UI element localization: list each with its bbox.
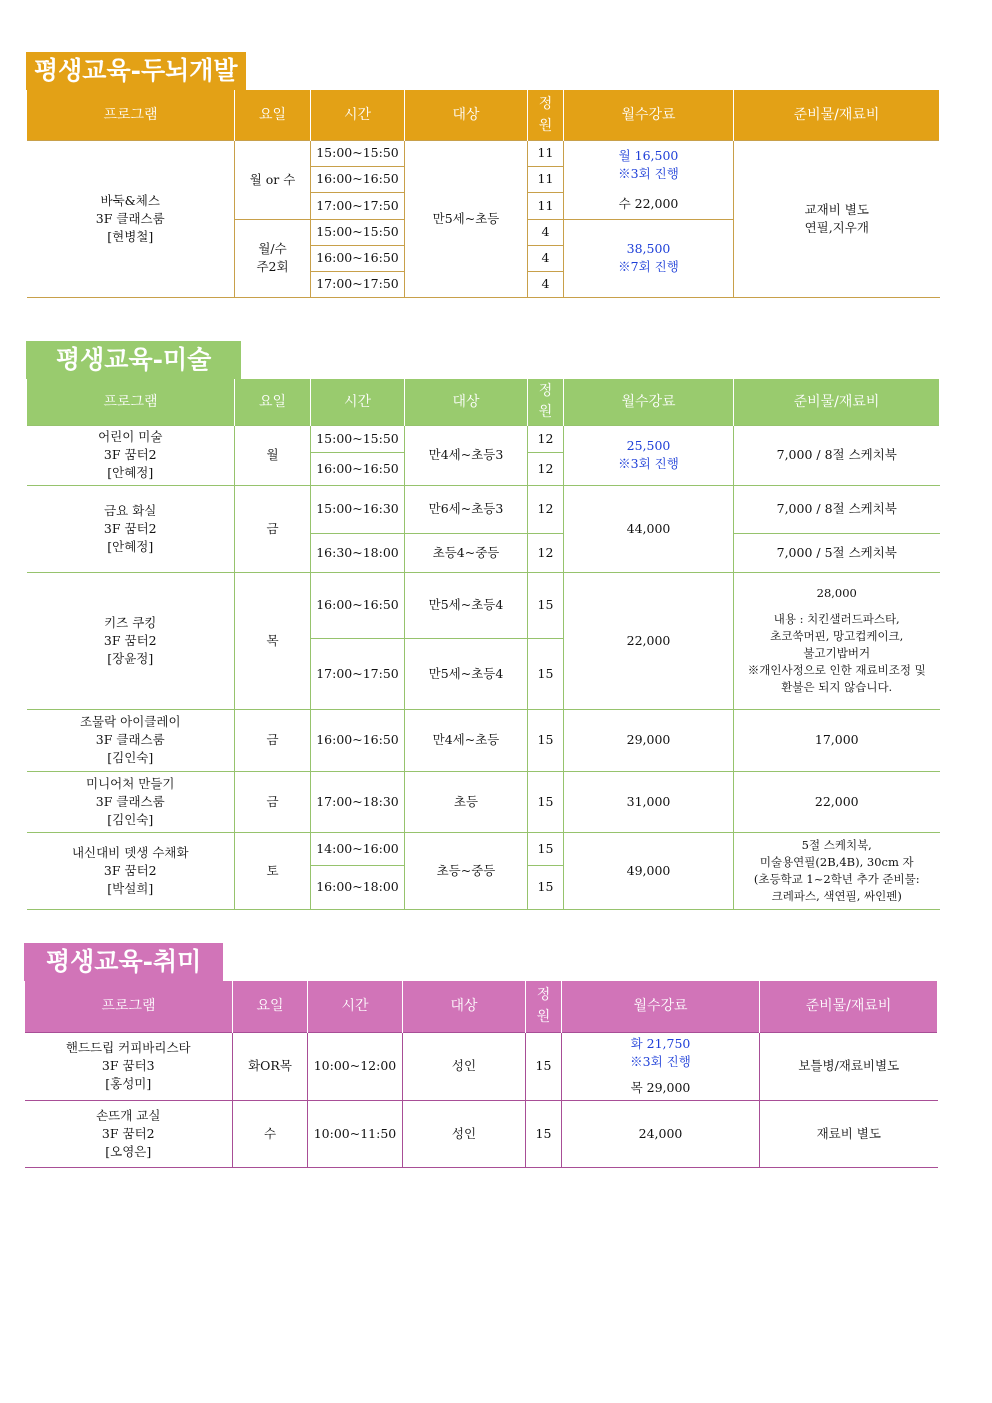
program-teacher: [안혜정] <box>107 465 154 480</box>
time-cell: 16:00~16:50 <box>311 166 405 192</box>
material-line: 미술용연필(2B,4B), 30cm 자 <box>759 854 914 869</box>
hobby-table <box>24 981 938 1168</box>
table-row <box>27 709 940 771</box>
time-cell: 17:00~17:50 <box>311 192 405 219</box>
fee-cell <box>564 140 734 219</box>
cap-cell: 15 <box>528 865 564 909</box>
material-cell: 7,000 / 8절 스케치북 <box>734 425 940 485</box>
material-cell <box>734 832 940 909</box>
section-hobby <box>24 943 938 1168</box>
section-title-art: 평생교육-미술 <box>26 341 241 379</box>
fee-note: ※3회 진행 <box>630 1054 691 1069</box>
program-name: 손뜨개 교실 <box>96 1107 161 1123</box>
col-target: 대상 <box>405 90 528 140</box>
col-day: 요일 <box>233 981 308 1032</box>
target-cell: 만5세~초등4 <box>405 638 528 709</box>
cap-cell: 11 <box>528 166 564 192</box>
fee-cell: 29,000 <box>564 709 734 771</box>
day-cell: 월 <box>235 425 311 485</box>
material-cell: 보틀병/재료비별도 <box>760 1032 938 1100</box>
col-capacity: 정 원 <box>526 981 562 1032</box>
section-brain <box>26 52 940 298</box>
fee-note: ※3회 진행 <box>618 456 679 471</box>
art-table <box>26 379 940 910</box>
fee-cell: 22,000 <box>564 572 734 709</box>
cap-cell: 11 <box>528 140 564 166</box>
fee-line: 38,500 <box>626 241 671 256</box>
day-cell: 금 <box>235 709 311 771</box>
program-room: 3F 클래스룸 <box>95 210 165 226</box>
cap-cell: 12 <box>528 533 564 572</box>
fee-cell <box>562 1032 760 1100</box>
program-teacher: [오영은] <box>105 1143 152 1159</box>
target-cell: 만5세~초등 <box>405 140 528 297</box>
material-cell: 7,000 / 8절 스케치북 <box>734 485 940 533</box>
col-target: 대상 <box>405 379 528 425</box>
material-cell <box>734 140 940 297</box>
fee-cell: 31,000 <box>564 771 734 832</box>
cap-cell: 15 <box>526 1032 562 1100</box>
time-cell: 10:00~12:00 <box>308 1032 403 1100</box>
fee-line: 수 22,000 <box>618 195 679 211</box>
program-cell <box>27 832 235 909</box>
cap-cell: 4 <box>528 271 564 297</box>
table-row <box>25 1032 938 1100</box>
section-title-hobby: 평생교육-취미 <box>24 943 223 981</box>
day-cell: 금 <box>235 771 311 832</box>
program-room: 3F 꿈터2 <box>101 1125 155 1141</box>
cap-cell: 15 <box>526 1100 562 1167</box>
program-teacher: [박설희] <box>107 880 154 896</box>
day-cell: 목 <box>235 572 311 709</box>
time-cell: 17:00~17:50 <box>311 638 405 709</box>
program-name: 어린이 미술 <box>98 429 163 444</box>
time-cell: 16:00~16:50 <box>311 245 405 271</box>
col-day: 요일 <box>235 90 311 140</box>
table-row <box>27 425 940 452</box>
time-cell: 15:00~16:30 <box>311 485 405 533</box>
header-row <box>27 90 940 140</box>
col-material: 준비물/재료비 <box>734 379 940 425</box>
target-cell: 만6세~초등3 <box>405 485 528 533</box>
material-cell: 22,000 <box>734 771 940 832</box>
fee-note: ※7회 진행 <box>618 259 679 274</box>
fee-cell <box>564 425 734 485</box>
col-time: 시간 <box>311 90 405 140</box>
program-name: 바둑&체스 <box>100 192 160 208</box>
section-title-brain: 평생교육-두뇌개발 <box>26 52 246 90</box>
material-line: (초등학교 1~2학년 추가 준비물: <box>753 871 920 886</box>
time-cell: 14:00~16:00 <box>311 832 405 865</box>
program-room: 3F 클래스룸 <box>95 793 165 809</box>
material-line: 환불은 되지 않습니다. <box>781 680 893 694</box>
time-cell: 17:00~17:50 <box>311 271 405 297</box>
time-cell: 15:00~15:50 <box>311 219 405 245</box>
section-art <box>26 341 940 910</box>
table-row <box>27 771 940 832</box>
fee-cell <box>564 219 734 297</box>
program-teacher: [홍성미] <box>105 1076 152 1091</box>
col-fee: 월수강료 <box>562 981 760 1032</box>
header-row <box>27 379 940 425</box>
program-cell <box>27 425 235 485</box>
time-cell: 17:00~18:30 <box>311 771 405 832</box>
fee-line: 25,500 <box>626 438 671 453</box>
table-row <box>27 832 940 865</box>
target-cell: 만4세~초등 <box>405 709 528 771</box>
program-teacher: [김인숙] <box>107 750 154 765</box>
time-cell: 10:00~11:50 <box>308 1100 403 1167</box>
col-capacity: 정 원 <box>528 90 564 140</box>
col-material: 준비물/재료비 <box>734 90 940 140</box>
fee-cell: 24,000 <box>562 1100 760 1167</box>
program-name: 미니어처 만들기 <box>86 775 175 791</box>
program-teacher: [현병철] <box>107 228 154 244</box>
cap-cell: 12 <box>528 425 564 452</box>
material-line: ※개인사정으로 인한 재료비조정 및 <box>747 663 926 677</box>
material-line: 크레파스, 색연필, 싸인펜) <box>771 888 902 903</box>
time-cell: 16:00~16:50 <box>311 709 405 771</box>
program-name: 핸드드립 커피바리스타 <box>65 1040 191 1055</box>
cap-cell: 11 <box>528 192 564 219</box>
program-name: 내신대비 뎃생 수채화 <box>71 844 189 860</box>
program-name: 키즈 쿠킹 <box>104 614 157 630</box>
table-row <box>27 140 940 166</box>
col-time: 시간 <box>311 379 405 425</box>
target-cell: 만5세~초등4 <box>405 572 528 638</box>
program-name: 조물락 아이클레이 <box>79 714 181 729</box>
program-cell <box>27 771 235 832</box>
program-name: 금요 화실 <box>104 502 157 518</box>
target-cell: 초등4~중등 <box>405 533 528 572</box>
target-cell: 성인 <box>403 1032 526 1100</box>
col-program: 프로그램 <box>25 981 233 1032</box>
program-cell <box>27 572 235 709</box>
program-room: 3F 클래스룸 <box>95 732 165 747</box>
program-cell <box>27 709 235 771</box>
cap-cell: 15 <box>528 771 564 832</box>
cap-cell: 4 <box>528 219 564 245</box>
material-cell <box>734 572 940 709</box>
day-cell: 금 <box>235 485 311 572</box>
table-row <box>27 485 940 533</box>
program-cell <box>27 140 235 297</box>
program-room: 3F 꿈터2 <box>103 520 157 536</box>
day-cell: 월 or 수 <box>235 140 311 219</box>
material-line: 연필,지우개 <box>804 219 869 235</box>
time-cell: 15:00~15:50 <box>311 140 405 166</box>
material-line: 불고기밥버거 <box>803 646 871 660</box>
program-room: 3F 꿈터3 <box>101 1058 155 1073</box>
time-cell: 15:00~15:50 <box>311 425 405 452</box>
col-fee: 월수강료 <box>564 90 734 140</box>
cap-cell: 15 <box>528 572 564 638</box>
target-cell: 초등~중등 <box>405 832 528 909</box>
brain-table <box>26 90 940 298</box>
fee-cell: 44,000 <box>564 485 734 572</box>
col-capacity: 정 원 <box>528 379 564 425</box>
col-fee: 월수강료 <box>564 379 734 425</box>
cap-cell: 4 <box>528 245 564 271</box>
cap-cell: 12 <box>528 485 564 533</box>
material-line: 초코쑥머핀, 망고컵케이크, <box>770 629 904 643</box>
day-cell: 수 <box>233 1100 308 1167</box>
header-row <box>25 981 938 1032</box>
col-program: 프로그램 <box>27 379 235 425</box>
day-cell: 토 <box>235 832 311 909</box>
fee-cell: 49,000 <box>564 832 734 909</box>
target-cell: 성인 <box>403 1100 526 1167</box>
fee-note: ※3회 진행 <box>618 165 679 181</box>
day-line: 월/수 <box>258 241 287 256</box>
program-cell <box>25 1032 233 1100</box>
program-teacher: [안혜정] <box>107 538 154 554</box>
cap-cell: 15 <box>528 832 564 865</box>
table-row <box>25 1100 938 1167</box>
day-line: 주2회 <box>256 259 289 274</box>
material-line: 내용 : 치킨샐러드파스타, <box>773 612 900 626</box>
time-cell: 16:00~16:50 <box>311 572 405 638</box>
program-teacher: [김인숙] <box>107 811 154 827</box>
material-cell: 7,000 / 5절 스케치북 <box>734 533 940 572</box>
col-target: 대상 <box>403 981 526 1032</box>
cap-cell: 15 <box>528 638 564 709</box>
program-room: 3F 꿈터2 <box>103 447 157 462</box>
table-row <box>27 572 940 638</box>
target-cell: 초등 <box>405 771 528 832</box>
time-cell: 16:00~16:50 <box>311 452 405 485</box>
material-cell: 재료비 별도 <box>760 1100 938 1167</box>
target-cell: 만4세~초등3 <box>405 425 528 485</box>
fee-line: 월 16,500 <box>618 147 679 163</box>
material-line: 교재비 별도 <box>804 201 869 217</box>
program-cell <box>27 485 235 572</box>
col-time: 시간 <box>308 981 403 1032</box>
cap-cell: 15 <box>528 709 564 771</box>
time-cell: 16:00~18:00 <box>311 865 405 909</box>
material-line: 28,000 <box>816 586 857 600</box>
day-cell <box>235 219 311 297</box>
day-cell: 화OR목 <box>233 1032 308 1100</box>
cap-cell: 12 <box>528 452 564 485</box>
time-cell: 16:30~18:00 <box>311 533 405 572</box>
fee-line: 목 29,000 <box>630 1080 691 1095</box>
fee-line: 화 21,750 <box>630 1036 691 1051</box>
program-room: 3F 꿈터2 <box>103 862 157 878</box>
program-room: 3F 꿈터2 <box>103 632 157 648</box>
col-material: 준비물/재료비 <box>760 981 938 1032</box>
material-cell: 17,000 <box>734 709 940 771</box>
program-cell <box>25 1100 233 1167</box>
program-teacher: [장윤정] <box>107 650 154 666</box>
material-line: 5절 스케치북, <box>801 837 872 852</box>
col-day: 요일 <box>235 379 311 425</box>
col-program: 프로그램 <box>27 90 235 140</box>
